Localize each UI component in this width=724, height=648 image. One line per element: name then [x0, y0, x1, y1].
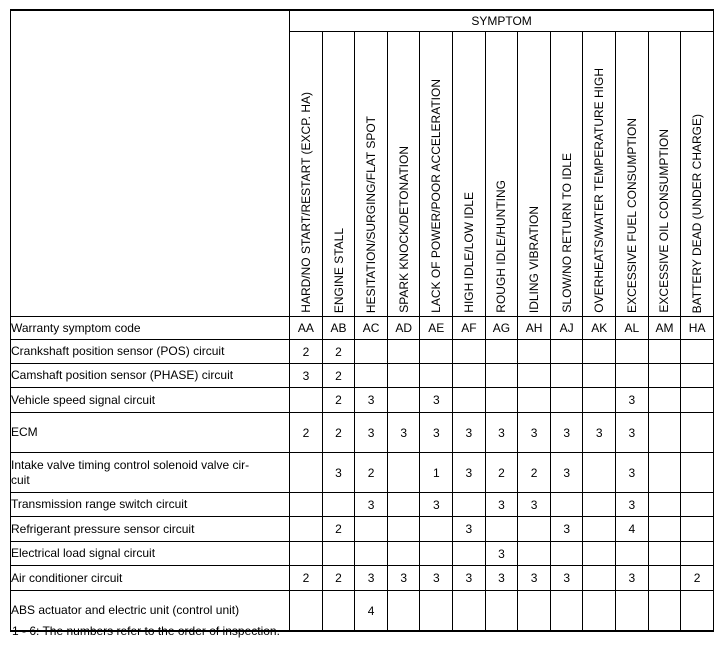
inspection-order-cell	[290, 591, 323, 632]
warranty-code: AA	[290, 317, 323, 340]
inspection-order-cell	[453, 364, 486, 388]
inspection-order-cell: 4	[616, 517, 649, 542]
inspection-order-cell: 3	[355, 566, 388, 591]
inspection-order-cell: 3	[583, 413, 616, 453]
inspection-order-cell	[550, 493, 583, 517]
circuit-label: ABS actuator and electric unit (control unit)	[11, 591, 290, 632]
inspection-order-cell	[648, 517, 681, 542]
inspection-order-cell	[518, 517, 551, 542]
inspection-order-cell	[583, 340, 616, 364]
symptom-column-header	[681, 32, 714, 317]
inspection-order-cell	[583, 517, 616, 542]
inspection-order-cell	[681, 517, 714, 542]
table-row	[11, 542, 714, 566]
warranty-code: AB	[322, 317, 355, 340]
footnote: 1 - 6: The numbers refer to the order of inspection.	[12, 624, 280, 638]
inspection-order-cell	[616, 591, 649, 632]
inspection-order-cell	[648, 340, 681, 364]
inspection-order-cell	[616, 542, 649, 566]
symptom-column-header	[485, 32, 518, 317]
inspection-order-cell	[550, 542, 583, 566]
inspection-order-cell	[387, 364, 420, 388]
inspection-order-cell	[290, 453, 323, 493]
inspection-order-cell	[583, 364, 616, 388]
table-row	[11, 364, 714, 388]
inspection-order-cell: 2	[681, 566, 714, 591]
inspection-order-cell: 3	[355, 413, 388, 453]
inspection-order-cell	[485, 340, 518, 364]
inspection-order-cell	[453, 340, 486, 364]
inspection-order-cell: 3	[485, 542, 518, 566]
inspection-order-cell	[518, 364, 551, 388]
inspection-order-cell	[550, 364, 583, 388]
symptom-column-header	[355, 32, 388, 317]
inspection-order-cell: 2	[518, 453, 551, 493]
inspection-order-cell: 3	[387, 566, 420, 591]
inspection-order-cell: 3	[420, 566, 453, 591]
symptom-name: HESITATION/SURGING/FLAT SPOT	[364, 115, 379, 313]
inspection-order-cell	[453, 591, 486, 632]
symptom-column-header	[583, 32, 616, 317]
inspection-order-cell	[681, 340, 714, 364]
inspection-order-cell: 2	[290, 340, 323, 364]
inspection-order-cell	[550, 591, 583, 632]
inspection-order-cell	[550, 388, 583, 413]
inspection-order-cell: 2	[290, 566, 323, 591]
inspection-order-cell	[485, 517, 518, 542]
inspection-order-cell	[681, 364, 714, 388]
symptom-column-header	[420, 32, 453, 317]
inspection-order-cell	[387, 591, 420, 632]
inspection-order-cell	[420, 340, 453, 364]
warranty-code: AD	[387, 317, 420, 340]
symptom-name: EXCESSIVE FUEL CONSUMPTION	[624, 118, 639, 313]
symptom-column-header	[453, 32, 486, 317]
inspection-order-cell: 2	[322, 340, 355, 364]
inspection-order-cell: 2	[485, 453, 518, 493]
inspection-order-cell: 3	[616, 493, 649, 517]
inspection-order-cell	[648, 388, 681, 413]
warranty-code-row	[11, 317, 714, 340]
inspection-order-cell: 1	[420, 453, 453, 493]
inspection-order-cell: 3	[453, 517, 486, 542]
inspection-order-cell: 3	[616, 388, 649, 413]
inspection-order-cell	[322, 493, 355, 517]
inspection-order-cell	[453, 388, 486, 413]
inspection-order-cell	[420, 364, 453, 388]
warranty-code: AL	[616, 317, 649, 340]
inspection-order-cell	[322, 591, 355, 632]
inspection-order-cell	[387, 493, 420, 517]
inspection-order-cell: 3	[616, 453, 649, 493]
circuit-label: Refrigerant pressure sensor circuit	[11, 517, 290, 542]
inspection-order-cell: 3	[420, 388, 453, 413]
inspection-order-cell: 3	[387, 413, 420, 453]
inspection-order-cell	[583, 566, 616, 591]
corner-cell	[11, 10, 290, 317]
inspection-order-cell	[355, 364, 388, 388]
symptom-name: ENGINE STALL	[331, 227, 346, 313]
inspection-order-cell	[648, 566, 681, 591]
inspection-order-cell	[616, 340, 649, 364]
inspection-order-cell	[387, 340, 420, 364]
inspection-order-cell	[453, 493, 486, 517]
inspection-order-cell	[518, 542, 551, 566]
inspection-order-cell: 3	[550, 517, 583, 542]
inspection-order-cell	[387, 453, 420, 493]
symptom-name: LACK OF POWER/POOR ACCELERATION	[429, 79, 444, 313]
symptom-column-header	[387, 32, 420, 317]
inspection-order-cell	[648, 591, 681, 632]
symptom-name: SLOW/NO RETURN TO IDLE	[559, 153, 574, 313]
symptom-column-header	[550, 32, 583, 317]
warranty-code: AM	[648, 317, 681, 340]
warranty-code: AH	[518, 317, 551, 340]
circuit-label: Crankshaft position sensor (POS) circuit	[11, 340, 290, 364]
inspection-order-cell	[583, 542, 616, 566]
inspection-order-cell	[355, 542, 388, 566]
circuit-label: Intake valve timing control solenoid valve cir- cuit	[11, 453, 290, 493]
inspection-order-cell	[583, 453, 616, 493]
inspection-order-cell	[648, 453, 681, 493]
inspection-order-cell	[355, 517, 388, 542]
symptom-column-header	[648, 32, 681, 317]
inspection-order-cell: 3	[355, 493, 388, 517]
inspection-order-cell: 3	[616, 413, 649, 453]
table-row	[11, 413, 714, 453]
warranty-code: AK	[583, 317, 616, 340]
inspection-order-cell: 3	[485, 493, 518, 517]
inspection-order-cell	[648, 364, 681, 388]
inspection-order-cell	[290, 542, 323, 566]
inspection-order-cell	[387, 517, 420, 542]
circuit-label: Vehicle speed signal circuit	[11, 388, 290, 413]
inspection-order-cell: 3	[518, 566, 551, 591]
inspection-order-cell: 3	[485, 566, 518, 591]
circuit-label: ECM	[11, 413, 290, 453]
inspection-order-cell: 3	[550, 566, 583, 591]
symptom-name: HIGH IDLE/LOW IDLE	[461, 192, 476, 313]
inspection-order-cell: 2	[322, 364, 355, 388]
table-row	[11, 340, 714, 364]
inspection-order-cell: 3	[453, 413, 486, 453]
inspection-order-cell	[583, 493, 616, 517]
table-row	[11, 517, 714, 542]
warranty-code: AF	[453, 317, 486, 340]
table-row	[11, 453, 714, 493]
inspection-order-cell	[681, 542, 714, 566]
inspection-order-cell	[583, 388, 616, 413]
inspection-order-cell	[387, 388, 420, 413]
inspection-order-cell	[420, 591, 453, 632]
circuit-label: Electrical load signal circuit	[11, 542, 290, 566]
inspection-order-cell	[616, 364, 649, 388]
inspection-order-cell	[485, 364, 518, 388]
inspection-order-cell	[290, 517, 323, 542]
inspection-order-cell: 3	[453, 453, 486, 493]
inspection-order-cell: 4	[355, 591, 388, 632]
inspection-order-cell	[518, 388, 551, 413]
table-row	[11, 388, 714, 413]
inspection-order-cell	[290, 493, 323, 517]
inspection-order-cell: 3	[616, 566, 649, 591]
inspection-order-cell	[648, 542, 681, 566]
symptom-header: SYMPTOM	[290, 10, 714, 32]
inspection-order-cell	[290, 388, 323, 413]
inspection-order-cell	[453, 542, 486, 566]
inspection-order-cell	[583, 591, 616, 632]
inspection-order-cell	[518, 591, 551, 632]
inspection-order-cell: 3	[420, 413, 453, 453]
inspection-order-cell: 3	[550, 453, 583, 493]
table-row	[11, 493, 714, 517]
inspection-order-cell: 2	[355, 453, 388, 493]
inspection-order-cell	[485, 591, 518, 632]
symptom-table	[10, 9, 714, 632]
inspection-order-cell	[420, 517, 453, 542]
warranty-code: AC	[355, 317, 388, 340]
inspection-order-cell	[387, 542, 420, 566]
table-body	[11, 317, 714, 632]
symptom-column-header	[322, 32, 355, 317]
symptom-name: HARD/NO START/RESTART (EXCP. HA)	[298, 92, 313, 313]
inspection-order-cell: 2	[322, 413, 355, 453]
inspection-order-cell: 2	[322, 566, 355, 591]
inspection-order-cell: 3	[485, 413, 518, 453]
inspection-order-cell	[681, 413, 714, 453]
symptom-name: BATTERY DEAD (UNDER CHARGE)	[690, 113, 705, 313]
inspection-order-cell	[518, 340, 551, 364]
inspection-order-cell	[550, 340, 583, 364]
inspection-order-cell	[681, 453, 714, 493]
warranty-code: AG	[485, 317, 518, 340]
inspection-order-cell: 2	[290, 413, 323, 453]
symptom-name: ROUGH IDLE/HUNTING	[494, 180, 509, 313]
inspection-order-cell	[322, 542, 355, 566]
circuit-label: Camshaft position sensor (PHASE) circuit	[11, 364, 290, 388]
inspection-order-cell	[485, 388, 518, 413]
inspection-order-cell	[420, 542, 453, 566]
inspection-order-cell: 2	[322, 388, 355, 413]
inspection-order-cell: 3	[453, 566, 486, 591]
symptom-column-header	[616, 32, 649, 317]
warranty-label: Warranty symptom code	[11, 317, 290, 340]
symptom-table-container	[10, 9, 714, 632]
warranty-code: AE	[420, 317, 453, 340]
inspection-order-cell	[648, 413, 681, 453]
inspection-order-cell: 3	[518, 413, 551, 453]
symptom-name: SPARK KNOCK/DETONATION	[396, 146, 411, 313]
symptom-name: OVERHEATS/WATER TEMPERATURE HIGH	[592, 68, 607, 313]
inspection-order-cell: 3	[550, 413, 583, 453]
inspection-order-cell	[681, 493, 714, 517]
inspection-order-cell: 2	[322, 517, 355, 542]
symptom-name: IDLING VIBRATION	[527, 205, 542, 313]
circuit-label: Transmission range switch circuit	[11, 493, 290, 517]
inspection-order-cell	[648, 493, 681, 517]
inspection-order-cell: 3	[322, 453, 355, 493]
symptom-column-header	[290, 32, 323, 317]
inspection-order-cell: 3	[355, 388, 388, 413]
inspection-order-cell	[681, 591, 714, 632]
table-row	[11, 566, 714, 591]
circuit-label: Air conditioner circuit	[11, 566, 290, 591]
inspection-order-cell: 3	[420, 493, 453, 517]
warranty-code: AJ	[550, 317, 583, 340]
inspection-order-cell: 3	[290, 364, 323, 388]
inspection-order-cell	[355, 340, 388, 364]
symptom-column-header	[518, 32, 551, 317]
warranty-code: HA	[681, 317, 714, 340]
inspection-order-cell	[681, 388, 714, 413]
inspection-order-cell: 3	[518, 493, 551, 517]
symptom-name: EXCESSIVE OIL CONSUMPTION	[657, 129, 672, 313]
